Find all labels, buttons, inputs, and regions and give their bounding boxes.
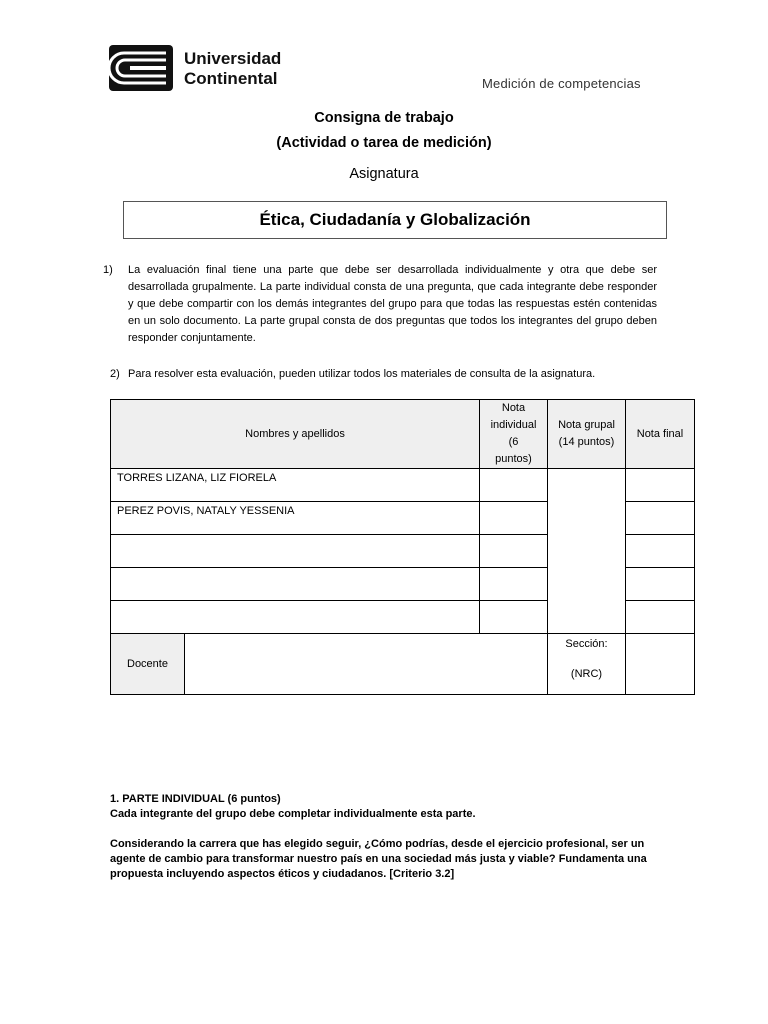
instruction-number: 2) bbox=[110, 368, 120, 380]
instruction-number: 1) bbox=[103, 264, 113, 276]
table-row bbox=[111, 469, 695, 502]
instruction-text: La evaluación final tiene una parte que debe ser desarrollada individualmente y otra que debe ser desarrollada grupalmente. La parte individual consta de una pregunta, que cada integrante debe responder y que debe compartir con los demás integrantes del grupo para que todas las respuestas estén contenidas en un solo documento. La parte grupal consta de dos preguntas que todos los integrantes del grupo deben responder conjuntamente. bbox=[128, 264, 657, 344]
university-name-line2: Continental bbox=[184, 69, 278, 88]
docente-name-cell[interactable] bbox=[185, 634, 548, 695]
student-name[interactable] bbox=[111, 535, 480, 568]
subject-label: Asignatura bbox=[349, 166, 419, 182]
student-name[interactable] bbox=[111, 601, 480, 634]
individual-grade-cell[interactable] bbox=[480, 601, 548, 634]
nrc-label: (NRC) bbox=[570, 668, 603, 680]
header-group-grade bbox=[548, 400, 626, 469]
final-grade-cell[interactable] bbox=[626, 469, 695, 502]
final-grade-cell[interactable] bbox=[626, 568, 695, 601]
header-individual-line: puntos) bbox=[495, 453, 532, 465]
subject-name: Ética, Ciudadanía y Globalización bbox=[259, 210, 531, 229]
part-individual-subtitle: Cada integrante del grupo debe completar individualmente esta parte. bbox=[110, 808, 476, 820]
subject-name-box bbox=[123, 201, 667, 239]
header-individual-line: individual bbox=[490, 419, 537, 431]
part-individual-title: 1. PARTE INDIVIDUAL (6 puntos) bbox=[110, 793, 281, 805]
university-name bbox=[184, 49, 281, 89]
docente-label: Docente bbox=[111, 634, 185, 695]
student-name[interactable]: TORRES LIZANA, LIZ FIORELA bbox=[111, 469, 480, 502]
header-individual-line: (6 bbox=[508, 436, 519, 448]
table-header-row bbox=[111, 400, 695, 469]
header-final-grade: Nota final bbox=[626, 400, 695, 469]
docente-row bbox=[111, 634, 695, 695]
group-grade-cell[interactable] bbox=[548, 469, 626, 634]
university-logo bbox=[108, 44, 174, 92]
section-label: Sección: bbox=[565, 638, 608, 650]
individual-grade-cell[interactable] bbox=[480, 535, 548, 568]
header-individual-grade bbox=[480, 400, 548, 469]
header-group-line: (14 puntos) bbox=[558, 436, 615, 448]
student-name[interactable] bbox=[111, 568, 480, 601]
section-value-cell[interactable] bbox=[626, 634, 695, 695]
doc-title: Consigna de trabajo bbox=[314, 110, 454, 126]
part-individual-question: Considerando la carrera que has elegido seguir, ¿Cómo podrías, desde el ejercicio profesional, ser un agente de cambio para transformar nuestro país en una sociedad más justa y viable? Fundamenta una propuesta incluyendo aspectos éticos y ciudadanos. [Criterio 3.2] bbox=[110, 838, 647, 880]
header-names: Nombres y apellidos bbox=[111, 400, 480, 469]
final-grade-cell[interactable] bbox=[626, 535, 695, 568]
university-name-line1: Universidad bbox=[184, 49, 282, 68]
doc-subtitle: (Actividad o tarea de medición) bbox=[276, 135, 492, 151]
header-right-text: Medición de competencias bbox=[482, 76, 641, 91]
individual-grade-cell[interactable] bbox=[480, 568, 548, 601]
individual-grade-cell[interactable] bbox=[480, 502, 548, 535]
final-grade-cell[interactable] bbox=[626, 601, 695, 634]
header-individual-line: Nota bbox=[501, 402, 526, 414]
header-group-line: Nota grupal bbox=[558, 419, 615, 431]
final-grade-cell[interactable] bbox=[626, 502, 695, 535]
student-name[interactable]: PEREZ POVIS, NATALY YESSENIA bbox=[111, 502, 480, 535]
instruction-text: Para resolver esta evaluación, pueden utilizar todos los materiales de consulta de la asignatura. bbox=[128, 368, 596, 380]
grades-table bbox=[110, 399, 695, 695]
individual-grade-cell[interactable] bbox=[480, 469, 548, 502]
section-label-cell bbox=[548, 634, 626, 695]
